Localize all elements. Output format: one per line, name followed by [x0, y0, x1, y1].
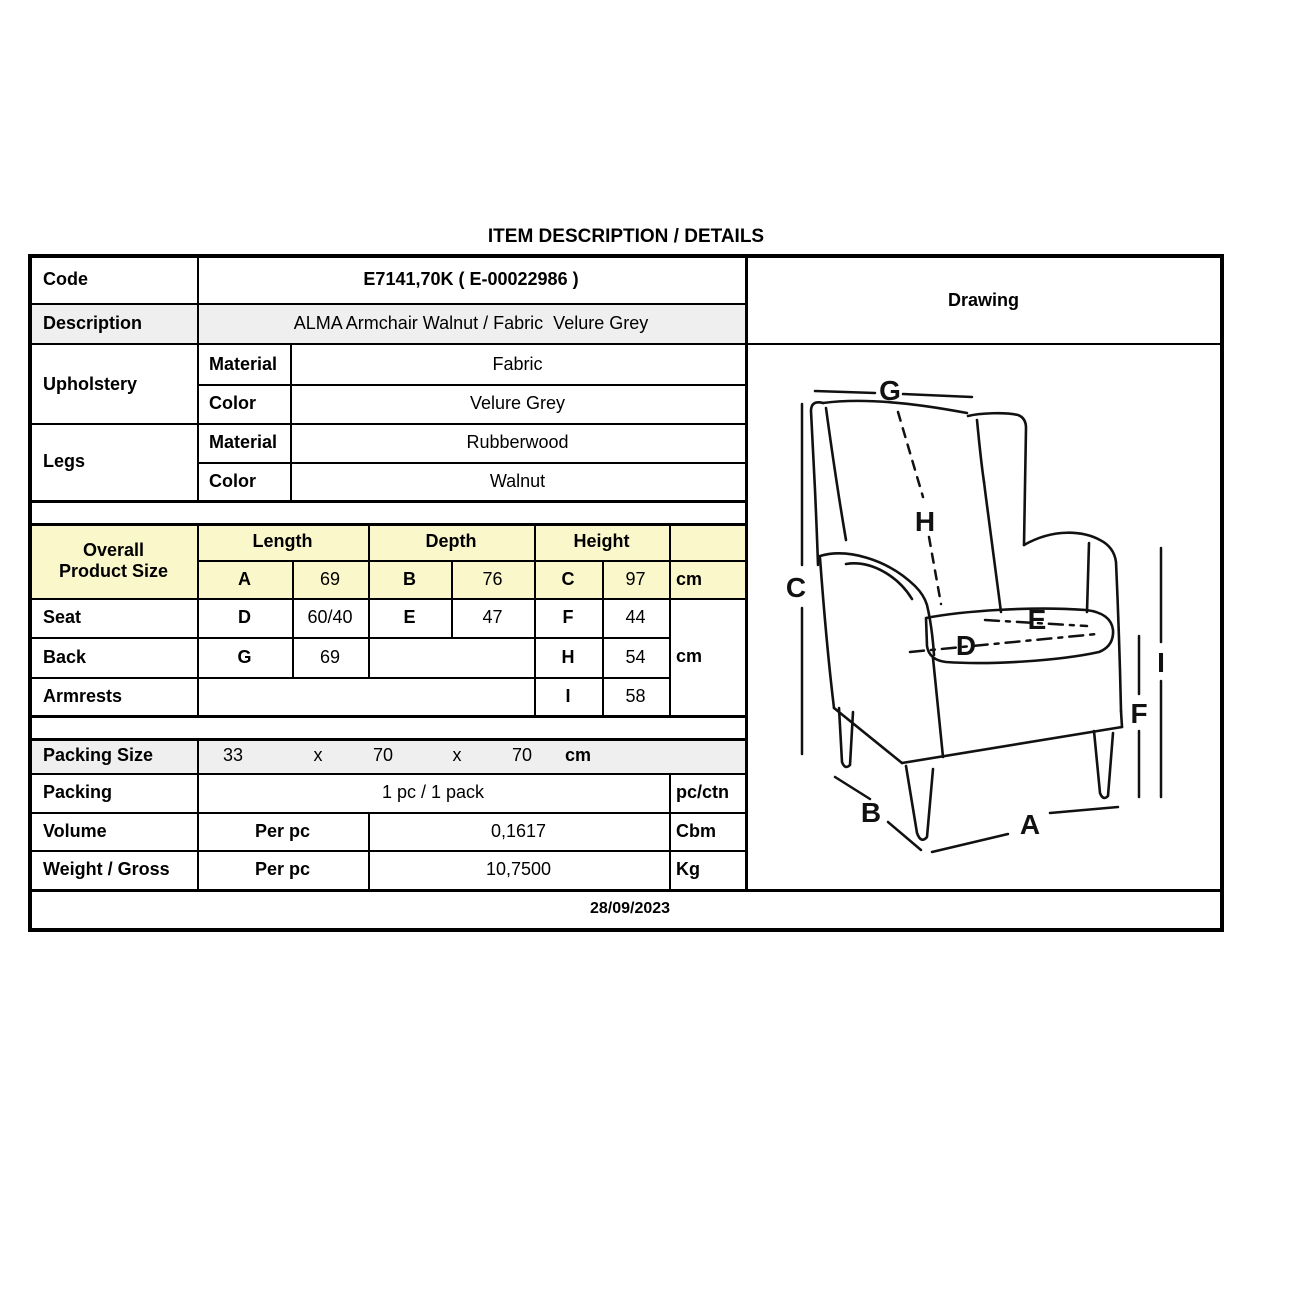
packing-size-unit: cm [564, 745, 591, 766]
dim-label-g: G [879, 375, 901, 406]
overall-size-label-line1: Overall [82, 539, 145, 560]
chair-base-right [1121, 711, 1122, 727]
height-header: Height [573, 531, 630, 552]
upholstery-material-value: Fabric [492, 354, 543, 375]
upholstery-material-label: Material [209, 354, 278, 375]
dim-line-g-right [903, 394, 972, 397]
dim-d-value: 60/40 [307, 607, 353, 628]
dim-label-b: B [860, 797, 882, 828]
chair-right-arm-inner [1087, 543, 1089, 612]
dim-line-b-top [835, 777, 870, 799]
packing-size-v2: 70 [372, 745, 394, 766]
packing-value: 1 pc / 1 pack [381, 782, 485, 803]
chair-left-side [820, 558, 834, 708]
depth-header: Depth [425, 531, 477, 552]
chair-right-wing [968, 413, 1026, 545]
chair-leg-front-right [1094, 731, 1113, 798]
packing-size-v1: 33 [222, 745, 244, 766]
legs-color-value: Walnut [489, 470, 546, 491]
dim-e-letter: E [403, 607, 416, 628]
dim-g-value: 69 [319, 646, 341, 667]
dim-b-letter: B [403, 568, 416, 589]
chair-leg-front-left [906, 766, 933, 840]
weight-unit: Kg [676, 859, 700, 880]
legs-color-label: Color [209, 470, 256, 491]
dim-label-d: D [955, 630, 977, 661]
volume-unit: Cbm [676, 820, 716, 841]
date-stamp: 28/09/2023 [589, 900, 671, 918]
upholstery-color-label: Color [209, 393, 256, 414]
legs-material-label: Material [209, 432, 278, 453]
dim-line-d [910, 634, 1097, 652]
back-row-label: Back [43, 646, 87, 667]
dim-label-i: I [1157, 647, 1165, 678]
upholstery-color-value: Velure Grey [469, 393, 566, 414]
chair-seat-cushion [926, 609, 1113, 663]
chair-base-lower-left [834, 708, 902, 763]
packing-size-x1: x [313, 745, 323, 766]
packing-size-v3: 70 [511, 745, 533, 766]
page-title: ITEM DESCRIPTION / DETAILS [487, 226, 765, 248]
dim-label-a: A [1019, 809, 1041, 840]
grid-line [30, 500, 745, 503]
chair-back-right-edge [984, 482, 1001, 612]
legs-material-value: Rubberwood [466, 432, 569, 453]
drawing-header: Drawing [947, 289, 1019, 310]
weight-per: Per pc [254, 859, 311, 880]
packing-unit: pc/ctn [676, 782, 730, 803]
dim-line-h [898, 412, 923, 497]
description-value: ALMA Armchair Walnut / Fabric Velure Grey [293, 313, 649, 334]
dim-line-a-right [1050, 807, 1118, 813]
dim-f-value: 44 [625, 607, 646, 628]
dim-label-h: H [914, 506, 936, 537]
dim-a-value: 69 [319, 568, 341, 589]
weight-label: Weight / Gross [43, 859, 170, 880]
dim-b-value: 76 [482, 568, 503, 589]
chair-left-wing-inner [826, 408, 846, 540]
chair-left-wing-outer [811, 402, 823, 565]
dim-label-c: C [785, 572, 807, 603]
dim-line-g-left [815, 391, 875, 393]
dim-line-h2 [929, 537, 941, 604]
grid-line [30, 715, 745, 718]
weight-value: 10,7500 [485, 859, 552, 880]
dim-h-value: 54 [625, 646, 646, 667]
dim-i-letter: I [565, 685, 571, 706]
dim-line-a-left [932, 834, 1008, 852]
dim-label-e: E [1027, 604, 1047, 635]
length-header: Length [252, 531, 313, 552]
chair-base-front-left [933, 658, 943, 757]
dim-h-letter: H [561, 646, 575, 667]
packing-size-label: Packing Size [43, 745, 154, 766]
legs-label: Legs [43, 451, 86, 472]
dim-a-letter: A [238, 568, 251, 589]
volume-label: Volume [43, 820, 107, 841]
packing-size-x2: x [452, 745, 462, 766]
overall-size-label-line2: Product Size [58, 560, 169, 581]
description-label: Description [43, 313, 143, 334]
code-label: Code [43, 269, 88, 290]
packing-label: Packing [43, 782, 113, 803]
dim-e-value: 47 [482, 607, 503, 628]
dim-c-value: 97 [625, 568, 646, 589]
armchair-drawing [745, 344, 1222, 890]
grid-line [1220, 254, 1224, 932]
armrests-row-label: Armrests [43, 685, 123, 706]
size-unit-span: cm [676, 646, 703, 667]
chair-right-wing-inner [977, 420, 984, 482]
dim-i-value: 58 [625, 685, 646, 706]
upholstery-label: Upholstery [43, 373, 138, 394]
seat-row-label: Seat [43, 607, 82, 628]
dim-d-letter: D [238, 607, 251, 628]
chair-left-arm-inner [846, 563, 912, 599]
chair-base-bottom [902, 727, 1122, 763]
dim-c-letter: C [561, 568, 575, 589]
dim-f-letter: F [562, 607, 574, 628]
volume-value: 0,1617 [490, 820, 547, 841]
dim-g-letter: G [237, 646, 252, 667]
code-value: E7141,70K ( E-00022986 ) [363, 269, 579, 290]
volume-per: Per pc [254, 820, 311, 841]
overall-size-label [30, 523, 197, 598]
overall-unit: cm [676, 568, 703, 589]
dim-label-f: F [1130, 698, 1148, 729]
